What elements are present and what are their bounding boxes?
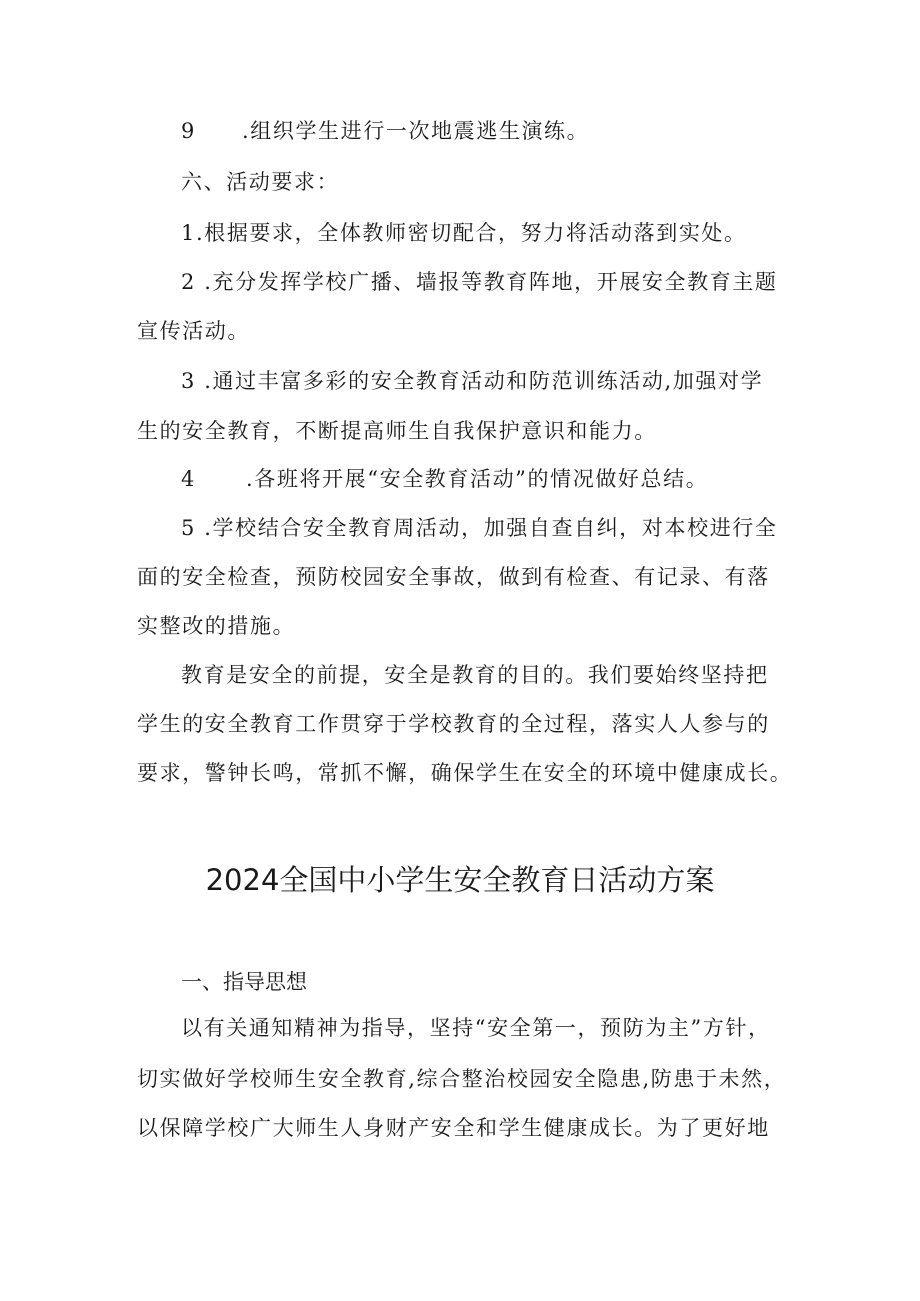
guiding-paragraph-line3: 以保障学校广大师生人身财产安全和学生健康成长。为了更好地 xyxy=(137,1116,770,1140)
requirement-item-2-line1: 2 .充分发挥学校广播、墙报等教育阵地，开展安全教育主题 xyxy=(181,270,778,294)
requirement-item-1: 1.根据要求，全体教师密切配合，努力将活动落到实处。 xyxy=(181,221,747,245)
requirement-item-5-line1: 5 .学校结合安全教育周活动，加强自查自纠，对本校进行全 xyxy=(181,516,778,540)
requirement-item-2-line2: 宣传活动。 xyxy=(137,319,250,343)
closing-paragraph-line1: 教育是安全的前提，安全是教育的目的。我们要始终坚持把 xyxy=(181,663,769,687)
item-number: 9 xyxy=(181,119,196,143)
requirement-item-5-line3: 实整改的措施。 xyxy=(137,614,296,638)
section-heading-requirements: 六、活动要求： xyxy=(181,170,340,194)
guiding-paragraph-line2: 切实做好学校师生安全教育,综合整治校园安全隐患,防患于未然， xyxy=(137,1067,787,1091)
item-number: 4 xyxy=(181,467,196,491)
requirement-item-3-line1: 3 .通过丰富多彩的安全教育活动和防范训练活动,加强对学 xyxy=(181,369,764,393)
document-title: 2024全国中小学生安全教育日活动方案 xyxy=(205,863,715,897)
item-text: .各班将开展“安全教育活动”的情况做好总结。 xyxy=(245,467,709,491)
section-heading-guiding-ideology: 一、指导思想 xyxy=(181,970,307,994)
requirement-item-4 xyxy=(137,454,841,504)
requirement-item-5-line2: 面的安全检查，预防校园安全事故，做到有检查、有记录、有落 xyxy=(137,565,770,589)
guiding-paragraph-line1: 以有关通知精神为指导，坚持“安全第一，预防为主”方针， xyxy=(181,1016,771,1040)
requirement-item-3-line2: 生的安全教育，不断提高师生自我保护意识和能力。 xyxy=(137,419,657,443)
item-text: .组织学生进行一次地震逃生演练。 xyxy=(241,119,590,143)
closing-paragraph-line2: 学生的安全教育工作贯穿于学校教育的全过程，落实人人参与的 xyxy=(137,712,770,736)
closing-paragraph-line3: 要求，警钟长鸣，常抓不懈，确保学生在安全的环境中健康成长。 xyxy=(137,761,793,785)
list-item-9 xyxy=(137,106,841,156)
